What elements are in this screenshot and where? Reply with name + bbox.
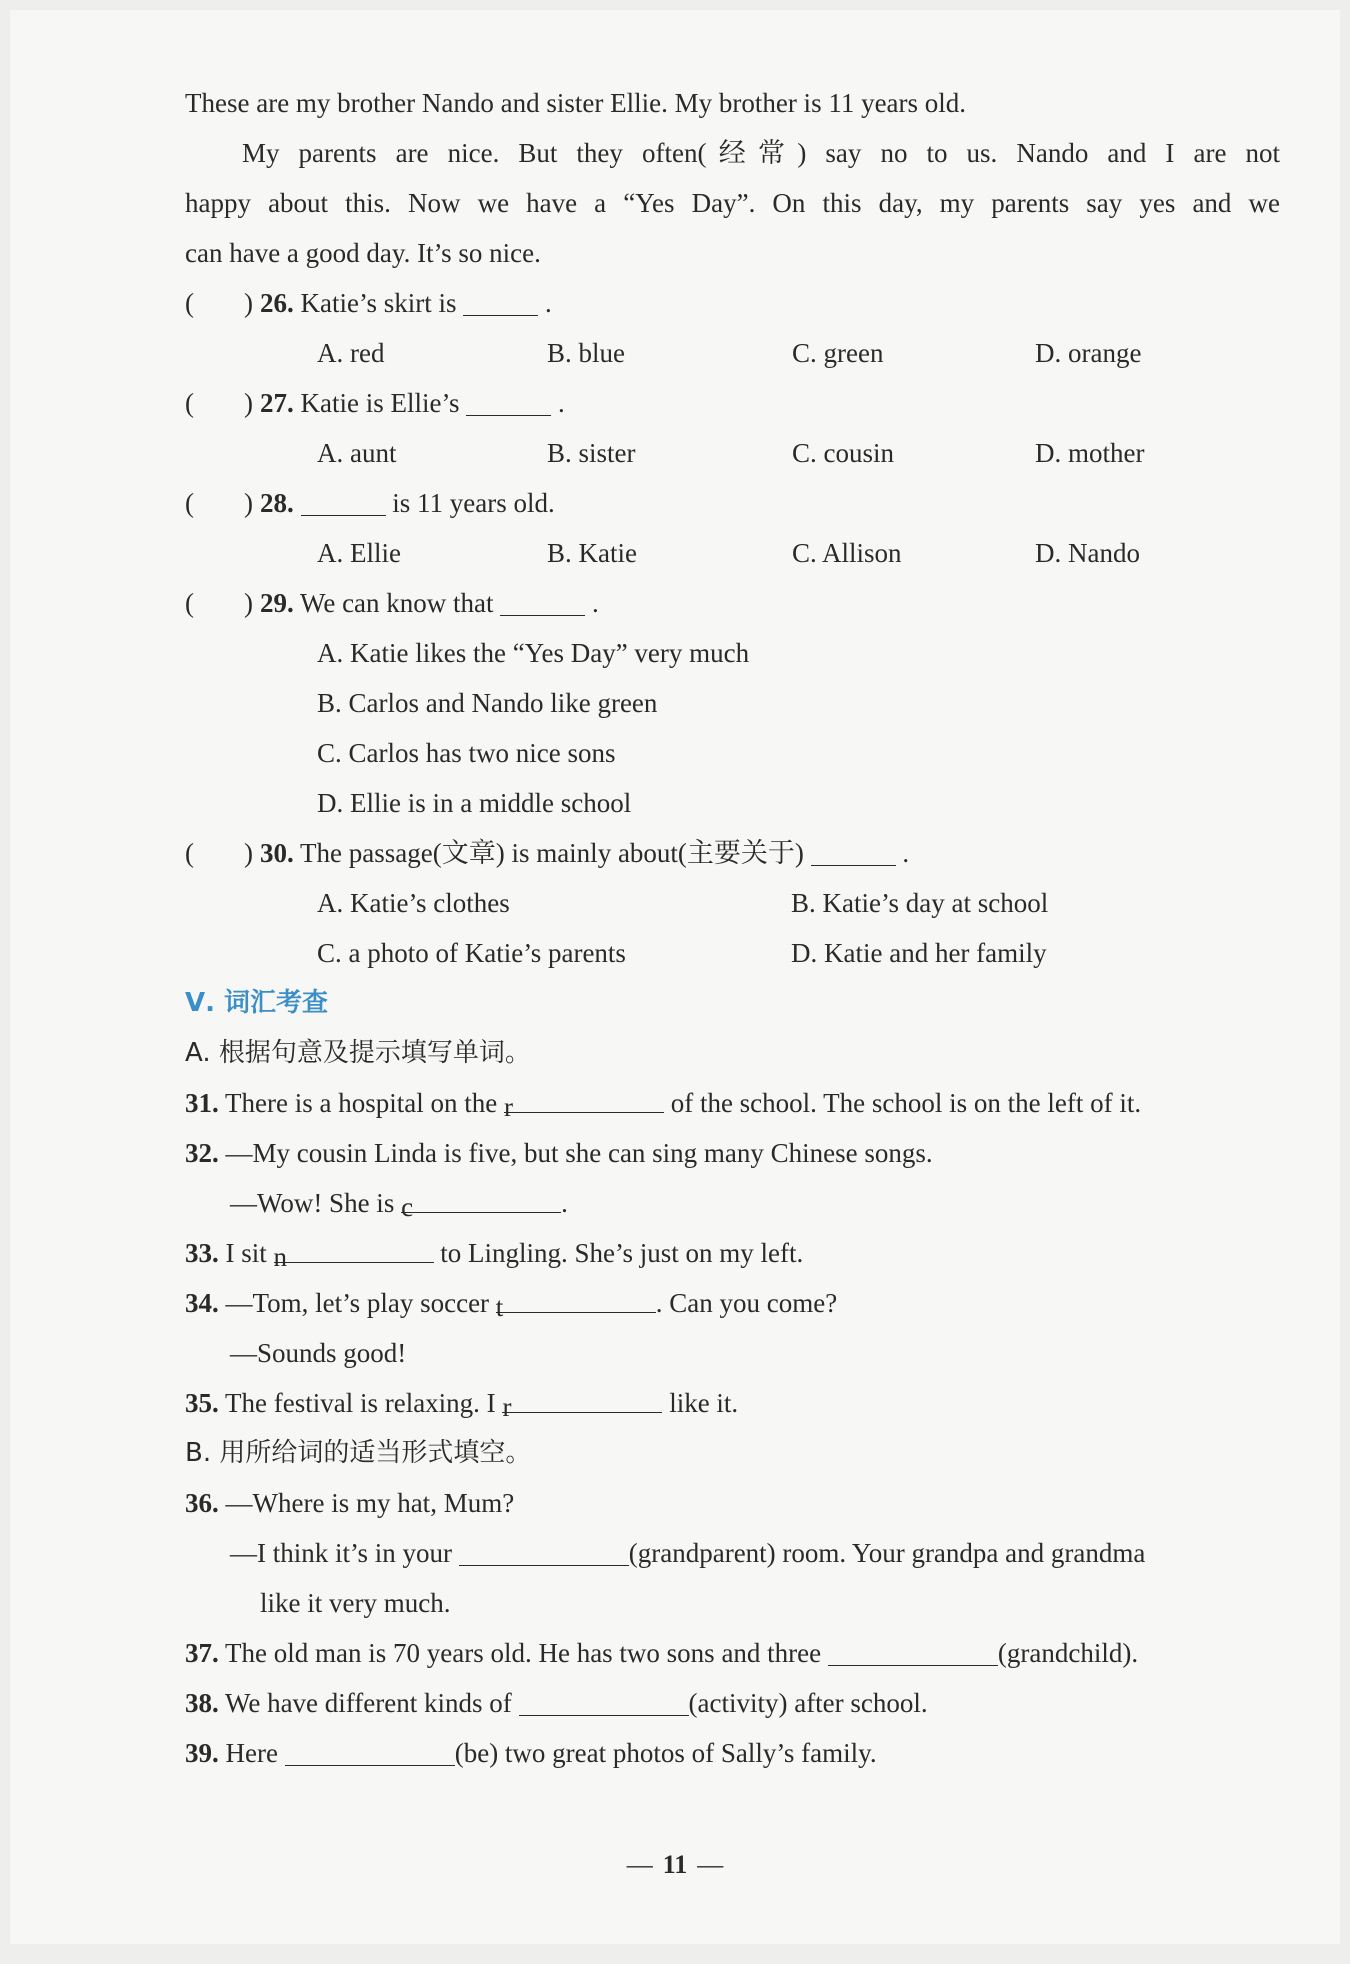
answer-bracket[interactable]: ( ) <box>185 588 253 618</box>
vocab-question-31 <box>185 1078 1280 1128</box>
answer-blank[interactable] <box>285 1735 455 1766</box>
question-text: The old man is 70 years old. He has two sons and three <box>225 1638 822 1668</box>
option-c[interactable]: C. Allison <box>792 538 902 568</box>
option-d[interactable]: D. orange <box>1035 338 1142 368</box>
question-text-end: of the school. The school is on the left of it. <box>670 1088 1142 1118</box>
section-title: Ⅴ. 词汇考查 <box>185 988 329 1018</box>
vocab-question-36-reply <box>185 1528 1280 1578</box>
answer-blank[interactable] <box>811 835 896 866</box>
question-number: 26. <box>260 288 294 318</box>
page-number: 11 <box>662 1850 688 1879</box>
question-text: —Where is my hat, Mum? <box>225 1488 515 1518</box>
options-28 <box>185 528 1280 578</box>
question-text: There is a hospital on the <box>225 1088 498 1118</box>
option-c[interactable]: C. cousin <box>792 438 895 468</box>
question-number: 37. <box>185 1638 219 1668</box>
question-text: —I think it’s in your <box>230 1538 452 1568</box>
vocab-question-34 <box>185 1278 1280 1328</box>
question-text: We can know that <box>300 588 494 618</box>
question-text: Katie is Ellie’s <box>300 388 460 418</box>
question-text-end: . <box>902 838 910 868</box>
question-number: 32. <box>185 1138 219 1168</box>
options-27 <box>185 428 1280 478</box>
answer-blank[interactable] <box>495 1282 656 1322</box>
question-text-end: to Lingling. She’s just on my left. <box>440 1238 804 1268</box>
question-27 <box>185 378 1280 428</box>
footer-dash: — <box>697 1850 724 1879</box>
hint-letter: r <box>503 1092 513 1122</box>
question-number: 28. <box>260 488 294 518</box>
vocab-question-37 <box>185 1628 1280 1678</box>
answer-blank[interactable] <box>519 1685 689 1716</box>
answer-blank[interactable] <box>401 1182 561 1222</box>
vocab-question-34-reply: —Sounds good! <box>230 1338 407 1368</box>
option-a[interactable]: A. aunt <box>317 438 397 468</box>
question-text-end: . <box>557 388 565 418</box>
question-number: 35. <box>185 1388 219 1418</box>
hint-letter: t <box>495 1292 504 1322</box>
answer-bracket[interactable]: ( ) <box>185 838 253 868</box>
page-content <box>185 78 1280 1778</box>
vocab-question-39 <box>185 1728 1280 1778</box>
vocab-question-35 <box>185 1378 1280 1428</box>
question-number: 33. <box>185 1238 219 1268</box>
question-number: 29. <box>260 588 294 618</box>
option-b[interactable]: B. Katie <box>547 538 637 568</box>
question-text-end: . <box>561 1188 568 1218</box>
question-text-end: like it. <box>669 1388 739 1418</box>
part-a-instruction: A. 根据句意及提示填写单词。 <box>185 1038 531 1068</box>
question-text-end: . <box>592 588 599 618</box>
worksheet-page <box>10 10 1340 1944</box>
option-c[interactable]: C. green <box>792 338 884 368</box>
question-text: Here <box>225 1738 278 1768</box>
passage-line: happy about this. Now we have a “Yes Day”. On this day, my parents say yes and we <box>185 188 1280 218</box>
question-number: 27. <box>260 388 294 418</box>
answer-bracket[interactable]: ( ) <box>185 488 253 518</box>
question-30 <box>185 828 1280 878</box>
page-footer <box>10 1850 1340 1880</box>
question-number: 31. <box>185 1088 219 1118</box>
answer-blank[interactable] <box>466 385 551 416</box>
vocab-question-36-continued: like it very much. <box>260 1588 451 1618</box>
answer-blank[interactable] <box>828 1635 998 1666</box>
question-text: —Wow! She is <box>230 1188 395 1218</box>
question-text: —My cousin Linda is five, but she can sing many Chinese songs. <box>225 1138 933 1168</box>
answer-blank[interactable] <box>503 1082 664 1122</box>
question-29 <box>185 578 1280 628</box>
question-text: —Tom, let’s play soccer <box>225 1288 490 1318</box>
answer-blank[interactable] <box>500 585 585 616</box>
option-c[interactable]: C. Carlos has two nice sons <box>317 738 616 768</box>
option-d[interactable]: D. Ellie is in a middle school <box>317 788 632 818</box>
question-text-end: . Can you come? <box>655 1288 838 1318</box>
option-d[interactable]: D. Katie and her family <box>791 938 1047 968</box>
option-b[interactable]: B. Katie’s day at school <box>791 888 1049 918</box>
option-a[interactable]: A. red <box>317 338 385 368</box>
part-b-instruction: B. 用所给词的适当形式填空。 <box>185 1438 532 1468</box>
answer-blank[interactable] <box>273 1232 434 1272</box>
hint-letter: r <box>502 1392 512 1422</box>
passage-line: These are my brother Nando and sister Ellie. My brother is 11 years old. <box>185 88 967 118</box>
vocab-question-33 <box>185 1228 1280 1278</box>
hint-letter: n <box>273 1242 288 1272</box>
question-number: 39. <box>185 1738 219 1768</box>
question-text-end: . <box>545 288 552 318</box>
question-text-end: (grandparent) room. Your grandpa and grandma <box>628 1538 1146 1568</box>
question-text-end: (activity) after school. <box>688 1688 928 1718</box>
vocab-question-36 <box>185 1478 1280 1528</box>
vocab-question-38 <box>185 1678 1280 1728</box>
question-number: 38. <box>185 1688 219 1718</box>
question-text-end: (be) two great photos of Sally’s family. <box>454 1738 877 1768</box>
answer-blank[interactable] <box>459 1535 629 1566</box>
question-number: 36. <box>185 1488 219 1518</box>
option-c[interactable]: C. a photo of Katie’s parents <box>317 938 626 968</box>
question-number: 34. <box>185 1288 219 1318</box>
question-26 <box>185 278 1280 328</box>
question-text-end: (grandchild). <box>997 1638 1139 1668</box>
option-a[interactable]: A. Ellie <box>317 538 401 568</box>
question-text: The festival is relaxing. I <box>225 1388 496 1418</box>
option-d[interactable]: D. mother <box>1035 438 1145 468</box>
question-text: I sit <box>225 1238 267 1268</box>
answer-blank[interactable] <box>463 285 538 316</box>
option-a[interactable]: A. Katie’s clothes <box>317 888 510 918</box>
option-a[interactable]: A. Katie likes the “Yes Day” very much <box>317 638 750 668</box>
options-26 <box>185 328 1280 378</box>
answer-bracket[interactable]: ( ) <box>185 288 253 318</box>
question-28 <box>185 478 1280 528</box>
option-b[interactable]: B. Carlos and Nando like green <box>317 688 658 718</box>
question-text-end: is 11 years old. <box>392 488 555 518</box>
option-b[interactable]: B. sister <box>547 438 636 468</box>
answer-blank[interactable] <box>502 1382 662 1422</box>
question-text: Katie’s skirt is <box>300 288 457 318</box>
passage-line: My parents are nice. But they often(经常) say no to us. Nando and I are not <box>242 138 1280 168</box>
passage-line: can have a good day. It’s so nice. <box>185 238 541 268</box>
question-number: 30. <box>260 838 294 868</box>
answer-blank[interactable] <box>301 485 386 516</box>
footer-dash: — <box>626 1850 653 1879</box>
answer-bracket[interactable]: ( ) <box>185 388 253 418</box>
question-text: The passage(文章) is mainly about(主要关于) <box>300 838 804 868</box>
question-text: We have different kinds of <box>225 1688 512 1718</box>
vocab-question-32-reply <box>185 1178 1280 1228</box>
option-b[interactable]: B. blue <box>547 338 625 368</box>
options-30-row2 <box>185 928 1280 978</box>
hint-letter: c <box>401 1192 414 1222</box>
vocab-question-32 <box>185 1128 1280 1178</box>
option-d[interactable]: D. Nando <box>1035 538 1140 568</box>
options-30-row1 <box>185 878 1280 928</box>
